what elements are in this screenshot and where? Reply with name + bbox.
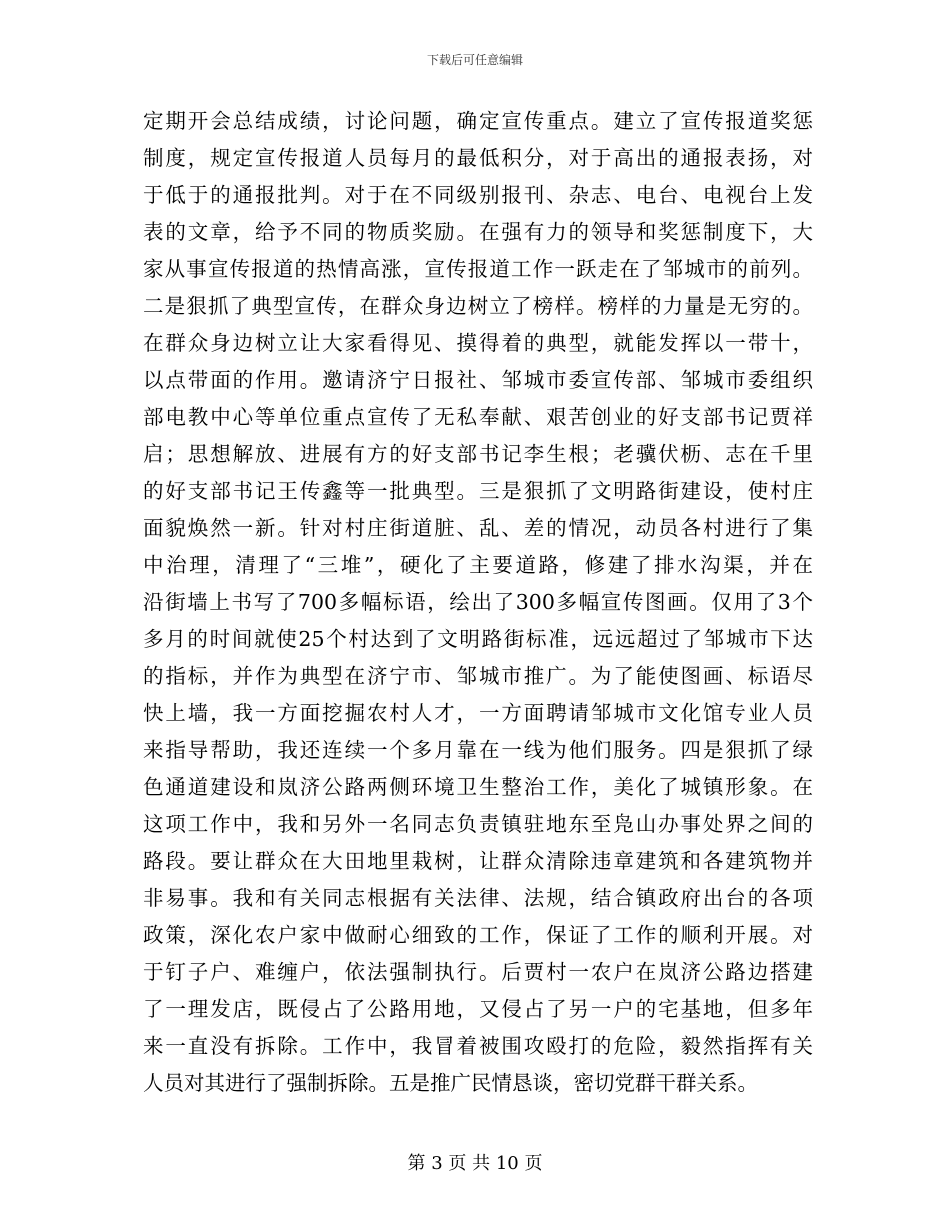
text-line: 表的文章，给予不同的物质奖励。在强有力的领导和奖惩制度下，大 (143, 220, 813, 244)
text-line: 色通道建设和岚济公路两侧环境卫生整治工作，美化了城镇形象。在 (143, 775, 813, 799)
document-body (143, 103, 813, 1102)
text-line: 多月的时间就使25个村达到了文明路街标准，远远超过了邹城市下达 (143, 627, 813, 651)
text-line: 路段。要让群众在大田地里栽树，让群众清除违章建筑和各建筑物并 (143, 849, 813, 873)
text-line: 部电教中心等单位重点宣传了无私奉献、艰苦创业的好支部书记贾祥 (143, 405, 813, 429)
text-line: 中治理，清理了“三堆”，硬化了主要道路，修建了排水沟渠，并在 (143, 553, 813, 577)
text-line: 制度，规定宣传报道人员每月的最低积分，对于高出的通报表扬，对 (143, 146, 813, 170)
page-header: 下载后可任意编辑 (426, 53, 523, 67)
text-line: 于钉子户、难缠户，依法强制执行。后贾村一农户在岚济公路边搭建 (143, 960, 813, 984)
text-line: 以点带面的作用。邀请济宁日报社、邹城市委宣传部、邹城市委组织 (143, 368, 813, 392)
text-line: 快上墙，我一方面挖掘农村人才，一方面聘请邹城市文化馆专业人员 (143, 701, 813, 725)
text-line: 于低于的通报批判。对于在不同级别报刊、杂志、电台、电视台上发 (143, 183, 813, 207)
page-number-footer: 第 3 页 共 10 页 (407, 1153, 543, 1174)
text-line: 人员对其进行了强制拆除。五是推广民情恳谈，密切党群干群关系。 (143, 1071, 758, 1095)
text-line: 了一理发店，既侵占了公路用地，又侵占了另一户的宅基地，但多年 (143, 997, 813, 1021)
text-line: 定期开会总结成绩，讨论问题，确定宣传重点。建立了宣传报道奖惩 (143, 109, 813, 133)
text-line: 启；思想解放、进展有方的好支部书记李生根；老骥伏枥、志在千里 (143, 442, 813, 466)
text-line: 面貌焕然一新。针对村庄街道脏、乱、差的情况，动员各村进行了集 (143, 516, 813, 540)
text-line: 家从事宣传报道的热情高涨，宣传报道工作一跃走在了邹城市的前列。 (143, 257, 813, 281)
text-line: 在群众身边树立让大家看得见、摸得着的典型，就能发挥以一带十， (143, 331, 813, 355)
text-line: 来一直没有拆除。工作中，我冒着被围攻殴打的危险，毅然指挥有关 (143, 1034, 813, 1058)
text-line: 这项工作中，我和另外一名同志负责镇驻地东至凫山办事处界之间的 (143, 812, 813, 836)
text-line: 沿街墙上书写了700多幅标语，绘出了300多幅宣传图画。仅用了3个 (143, 590, 813, 614)
text-line: 二是狠抓了典型宣传，在群众身边树立了榜样。榜样的力量是无穷的。 (143, 294, 813, 318)
text-line: 来指导帮助，我还连续一个多月靠在一线为他们服务。四是狠抓了绿 (143, 738, 813, 762)
text-line: 政策，深化农户家中做耐心细致的工作，保证了工作的顺利开展。对 (143, 923, 813, 947)
text-line: 非易事。我和有关同志根据有关法律、法规，结合镇政府出台的各项 (143, 886, 813, 910)
text-line: 的指标，并作为典型在济宁市、邹城市推广。为了能使图画、标语尽 (143, 664, 813, 688)
text-line: 的好支部书记王传鑫等一批典型。三是狠抓了文明路街建设，使村庄 (143, 479, 813, 503)
